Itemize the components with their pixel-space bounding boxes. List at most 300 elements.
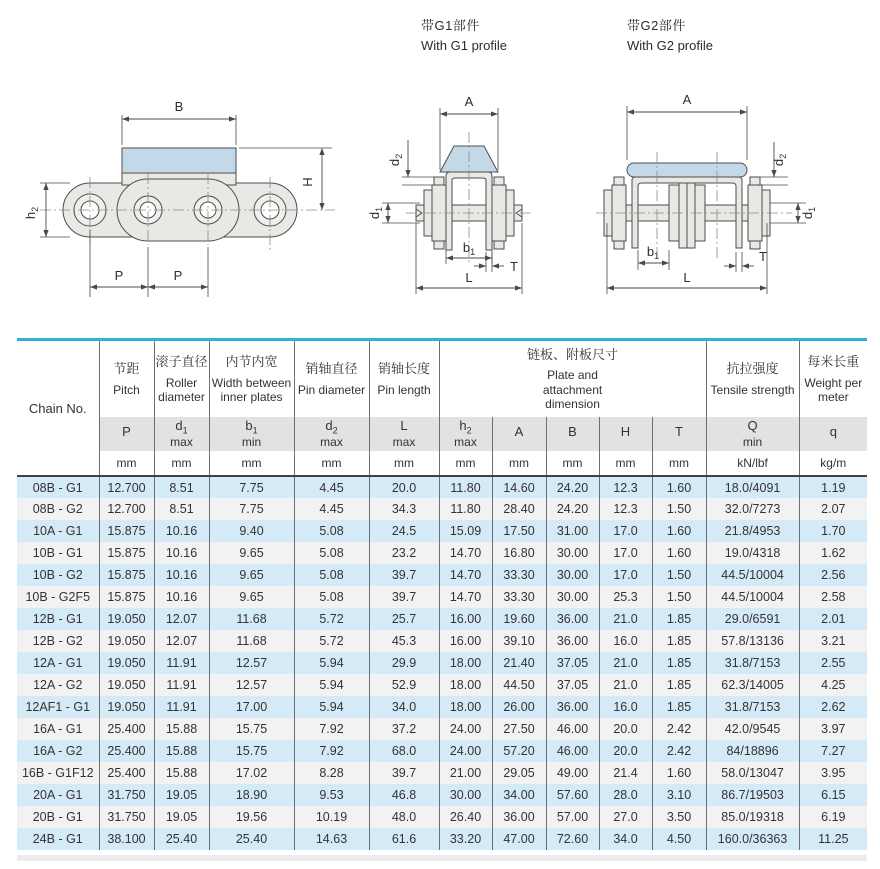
value-cell: 1.50 [652,586,706,608]
value-cell: 31.8/7153 [706,652,799,674]
value-cell: 36.00 [492,806,546,828]
value-cell: 57.8/13136 [706,630,799,652]
value-cell: 7.92 [294,740,369,762]
value-cell: 26.40 [439,806,492,828]
col-header-pin-diameter: 销轴直径 Pin diameter [294,340,369,418]
value-cell: 4.45 [294,476,369,498]
value-cell: 25.400 [99,740,154,762]
value-cell: 3.50 [652,806,706,828]
chain-no-cell: 08B - G1 [17,476,99,498]
symbol-P: P [99,417,154,451]
value-cell: 18.00 [439,674,492,696]
col-header-tensile-strength: 抗拉强度 Tensile strength [706,340,799,418]
value-cell: 12.700 [99,476,154,498]
value-cell: 11.25 [799,828,867,850]
chain-no-cell: 20A - G1 [17,784,99,806]
value-cell: 16.0 [599,630,652,652]
value-cell: 14.70 [439,586,492,608]
value-cell: 44.5/10004 [706,586,799,608]
table-row [17,718,867,740]
unit-cell: mm [209,451,294,476]
chain-no-cell: 12B - G2 [17,630,99,652]
value-cell: 1.19 [799,476,867,498]
value-cell: 30.00 [439,784,492,806]
value-cell: 5.08 [294,586,369,608]
value-cell: 6.15 [799,784,867,806]
value-cell: 9.53 [294,784,369,806]
value-cell: 21.8/4953 [706,520,799,542]
table-row [17,806,867,828]
dim-label-L: L [683,270,691,285]
value-cell: 12.3 [599,476,652,498]
value-cell: 29.9 [369,652,439,674]
value-cell: 9.65 [209,542,294,564]
value-cell: 21.0 [599,674,652,696]
g2-profile-shape [627,163,747,177]
dim-label-d2: $d_2$ [387,153,404,167]
value-cell: 9.65 [209,564,294,586]
chain-side-view-diagram [10,85,360,325]
value-cell: 85.0/19318 [706,806,799,828]
value-cell: 46.00 [546,718,599,740]
g2-profile-diagram [590,80,880,320]
value-cell: 3.95 [799,762,867,784]
unit-cell: mm [599,451,652,476]
value-cell: 21.4 [599,762,652,784]
g1-caption-zh: 带G1部件 [421,18,480,33]
g1-caption [421,16,507,55]
table-row [17,696,867,718]
value-cell: 62.3/14005 [706,674,799,696]
value-cell: 5.94 [294,674,369,696]
table-row [17,564,867,586]
chain-no-cell: 16A - G2 [17,740,99,762]
value-cell: 17.02 [209,762,294,784]
value-cell: 19.05 [154,784,209,806]
table-row [17,542,867,564]
chain-no-cell: 10B - G2F5 [17,586,99,608]
table-row [17,608,867,630]
symbol-d2: $d_2$ max [294,417,369,451]
value-cell: 7.27 [799,740,867,762]
value-cell: 1.62 [799,542,867,564]
value-cell: 19.050 [99,630,154,652]
value-cell: 39.10 [492,630,546,652]
value-cell: 48.0 [369,806,439,828]
dim-label-L: L [465,270,473,285]
value-cell: 11.68 [209,630,294,652]
value-cell: 34.0 [369,696,439,718]
table-row [17,674,867,696]
value-cell: 27.50 [492,718,546,740]
header-unit-row [17,451,867,476]
value-cell: 1.50 [652,564,706,586]
table-row [17,586,867,608]
value-cell: 25.40 [209,828,294,850]
value-cell: 8.28 [294,762,369,784]
dim-label-P-right: P [173,268,183,283]
value-cell: 19.60 [492,608,546,630]
value-cell: 2.56 [799,564,867,586]
table-row [17,740,867,762]
value-cell: 47.00 [492,828,546,850]
value-cell: 10.16 [154,586,209,608]
value-cell: 36.00 [546,608,599,630]
value-cell: 14.70 [439,564,492,586]
value-cell: 25.3 [599,586,652,608]
unit-cell: mm [99,451,154,476]
value-cell: 1.60 [652,542,706,564]
value-cell: 34.3 [369,498,439,520]
value-cell: 16.00 [439,630,492,652]
value-cell: 1.60 [652,476,706,498]
value-cell: 7.75 [209,476,294,498]
value-cell: 15.875 [99,542,154,564]
table-row [17,520,867,542]
value-cell: 11.80 [439,498,492,520]
dim-label-P-left: P [114,268,124,283]
value-cell: 34.0 [599,828,652,850]
value-cell: 30.00 [546,542,599,564]
symbol-A: A [492,417,546,451]
value-cell: 24.5 [369,520,439,542]
value-cell: 18.00 [439,652,492,674]
chain-no-cell: 10A - G1 [17,520,99,542]
value-cell: 39.7 [369,586,439,608]
table-row [17,652,867,674]
value-cell: 57.60 [546,784,599,806]
value-cell: 39.7 [369,564,439,586]
value-cell: 28.40 [492,498,546,520]
table-row [17,784,867,806]
value-cell: 37.05 [546,674,599,696]
value-cell: 19.050 [99,674,154,696]
chain-no-cell: 24B - G1 [17,828,99,850]
value-cell: 12.57 [209,674,294,696]
value-cell: 12.57 [209,652,294,674]
header-symbol-row [17,417,867,451]
value-cell: 15.88 [154,762,209,784]
value-cell: 21.00 [439,762,492,784]
col-header-inner-width: 内节内宽 Width between inner plates [209,340,294,418]
symbol-T: T [652,417,706,451]
value-cell: 10.16 [154,520,209,542]
value-cell: 10.19 [294,806,369,828]
value-cell: 21.40 [492,652,546,674]
value-cell: 72.60 [546,828,599,850]
value-cell: 44.50 [492,674,546,696]
value-cell: 5.94 [294,696,369,718]
chain-no-cell: 10B - G1 [17,542,99,564]
unit-cell: mm [439,451,492,476]
value-cell: 14.70 [439,542,492,564]
value-cell: 20.0 [599,718,652,740]
chain-no-cell: 10B - G2 [17,564,99,586]
value-cell: 57.20 [492,740,546,762]
value-cell: 5.72 [294,608,369,630]
dim-label-h2: $h_2$ [23,206,40,220]
table-row [17,630,867,652]
value-cell: 4.25 [799,674,867,696]
value-cell: 9.65 [209,586,294,608]
symbol-h2: $h_2$ max [439,417,492,451]
table-row [17,762,867,784]
dim-label-H: H [300,177,315,187]
value-cell: 46.8 [369,784,439,806]
value-cell: 25.400 [99,718,154,740]
value-cell: 15.875 [99,586,154,608]
value-cell: 27.0 [599,806,652,828]
value-cell: 19.050 [99,652,154,674]
value-cell: 36.00 [546,630,599,652]
spec-table-body [17,476,867,850]
value-cell: 25.400 [99,762,154,784]
value-cell: 18.90 [209,784,294,806]
value-cell: 23.2 [369,542,439,564]
value-cell: 3.10 [652,784,706,806]
dim-label-A: A [464,94,474,109]
value-cell: 16.0 [599,696,652,718]
symbol-B: B [546,417,599,451]
g1-profile-diagram [367,80,555,320]
value-cell: 10.16 [154,564,209,586]
dim-label-B: B [174,99,184,114]
value-cell: 21.0 [599,608,652,630]
value-cell: 5.08 [294,542,369,564]
value-cell: 68.0 [369,740,439,762]
value-cell: 29.0/6591 [706,608,799,630]
value-cell: 29.05 [492,762,546,784]
value-cell: 15.875 [99,564,154,586]
value-cell: 2.07 [799,498,867,520]
value-cell: 24.20 [546,498,599,520]
value-cell: 3.97 [799,718,867,740]
value-cell: 160.0/36363 [706,828,799,850]
dim-label-d1: $d_1$ [800,206,817,220]
value-cell: 39.7 [369,762,439,784]
value-cell: 5.94 [294,652,369,674]
chain-no-cell: 12A - G2 [17,674,99,696]
value-cell: 25.7 [369,608,439,630]
unit-cell: mm [294,451,369,476]
value-cell: 24.20 [546,476,599,498]
value-cell: 5.08 [294,564,369,586]
value-cell: 17.50 [492,520,546,542]
value-cell: 9.40 [209,520,294,542]
value-cell: 16.80 [492,542,546,564]
value-cell: 11.91 [154,696,209,718]
chain-no-cell: 08B - G2 [17,498,99,520]
value-cell: 1.85 [652,674,706,696]
value-cell: 37.05 [546,652,599,674]
table-row [17,476,867,498]
value-cell: 12.3 [599,498,652,520]
value-cell: 52.9 [369,674,439,696]
value-cell: 17.0 [599,564,652,586]
value-cell: 4.50 [652,828,706,850]
table-row [17,828,867,850]
value-cell: 15.09 [439,520,492,542]
value-cell: 24.00 [439,718,492,740]
value-cell: 8.51 [154,476,209,498]
value-cell: 17.00 [209,696,294,718]
value-cell: 61.6 [369,828,439,850]
attachment-profile-edge [122,148,236,173]
value-cell: 19.56 [209,806,294,828]
unit-cell: kg/m [799,451,867,476]
chain-no-cell: 12A - G1 [17,652,99,674]
value-cell: 1.70 [799,520,867,542]
value-cell: 16.00 [439,608,492,630]
value-cell: 33.30 [492,564,546,586]
unit-cell: kN/lbf [706,451,799,476]
value-cell: 11.91 [154,652,209,674]
value-cell: 34.00 [492,784,546,806]
value-cell: 15.75 [209,718,294,740]
value-cell: 2.42 [652,740,706,762]
dim-label-b1: $b_1$ [462,240,476,257]
value-cell: 28.0 [599,784,652,806]
value-cell: 10.16 [154,542,209,564]
value-cell: 12.07 [154,608,209,630]
value-cell: 31.750 [99,806,154,828]
value-cell: 1.50 [652,498,706,520]
value-cell: 3.21 [799,630,867,652]
value-cell: 33.30 [492,586,546,608]
value-cell: 1.85 [652,608,706,630]
chain-spec-table [17,338,867,850]
unit-cell: mm [369,451,439,476]
g2-caption [627,16,713,55]
value-cell: 1.85 [652,652,706,674]
value-cell: 2.42 [652,718,706,740]
value-cell: 7.75 [209,498,294,520]
symbol-H: H [599,417,652,451]
value-cell: 31.750 [99,784,154,806]
value-cell: 37.2 [369,718,439,740]
side-view-parts [63,148,297,241]
value-cell: 36.00 [546,696,599,718]
value-cell: 2.55 [799,652,867,674]
symbol-Q: Q min [706,417,799,451]
value-cell: 31.00 [546,520,599,542]
value-cell: 7.92 [294,718,369,740]
chain-no-cell: 16A - G1 [17,718,99,740]
unit-cell: mm [546,451,599,476]
unit-cell: mm [154,451,209,476]
value-cell: 1.85 [652,630,706,652]
col-header-pitch: 节距 Pitch [99,340,154,418]
value-cell: 58.0/13047 [706,762,799,784]
value-cell: 2.01 [799,608,867,630]
symbol-q: q [799,417,867,451]
value-cell: 1.60 [652,520,706,542]
value-cell: 4.45 [294,498,369,520]
value-cell: 5.08 [294,520,369,542]
header-group-row [17,340,867,418]
table-bottom-strip [17,855,867,861]
col-header-roller-diameter: 滚子直径 Roller diameter [154,340,209,418]
value-cell: 17.0 [599,520,652,542]
value-cell: 15.75 [209,740,294,762]
value-cell: 12.07 [154,630,209,652]
value-cell: 21.0 [599,652,652,674]
value-cell: 32.0/7273 [706,498,799,520]
value-cell: 42.0/9545 [706,718,799,740]
value-cell: 49.00 [546,762,599,784]
value-cell: 12.700 [99,498,154,520]
value-cell: 2.62 [799,696,867,718]
value-cell: 19.05 [154,806,209,828]
value-cell: 18.00 [439,696,492,718]
value-cell: 15.88 [154,718,209,740]
value-cell: 46.00 [546,740,599,762]
chain-no-cell: 16B - G1F12 [17,762,99,784]
value-cell: 44.5/10004 [706,564,799,586]
value-cell: 15.875 [99,520,154,542]
col-header-pin-length: 销轴长度 Pin length [369,340,439,418]
chain-no-header: Chain No. [17,340,99,477]
g2-caption-zh: 带G2部件 [627,18,686,33]
g2-caption-en: With G2 profile [627,37,713,53]
dim-label-d2: $d_2$ [771,153,788,167]
value-cell: 24.00 [439,740,492,762]
value-cell: 31.8/7153 [706,696,799,718]
value-cell: 11.91 [154,674,209,696]
dim-label-d1: $d_1$ [367,206,384,220]
value-cell: 19.050 [99,696,154,718]
symbol-b1: $b_1$ min [209,417,294,451]
unit-cell: mm [652,451,706,476]
value-cell: 5.72 [294,630,369,652]
value-cell: 26.00 [492,696,546,718]
value-cell: 19.0/4318 [706,542,799,564]
value-cell: 84/18896 [706,740,799,762]
value-cell: 11.80 [439,476,492,498]
value-cell: 1.60 [652,762,706,784]
col-header-plate-attachment: 链板、附板尺寸 Plate and attachment dimension [439,340,706,418]
value-cell: 33.20 [439,828,492,850]
value-cell: 38.100 [99,828,154,850]
value-cell: 30.00 [546,586,599,608]
value-cell: 20.0 [369,476,439,498]
value-cell: 14.60 [492,476,546,498]
dim-label-A: A [682,92,692,107]
value-cell: 14.63 [294,828,369,850]
value-cell: 20.0 [599,740,652,762]
chain-no-cell: 12AF1 - G1 [17,696,99,718]
value-cell: 15.88 [154,740,209,762]
unit-cell: mm [492,451,546,476]
chain-no-cell: 12B - G1 [17,608,99,630]
value-cell: 86.7/19503 [706,784,799,806]
value-cell: 45.3 [369,630,439,652]
value-cell: 19.050 [99,608,154,630]
dim-label-b1: $b_1$ [646,244,660,261]
g2-parts [604,163,770,249]
value-cell: 6.19 [799,806,867,828]
g1-caption-en: With G1 profile [421,37,507,53]
value-cell: 8.51 [154,498,209,520]
value-cell: 1.85 [652,696,706,718]
symbol-d1: $d_1$ max [154,417,209,451]
value-cell: 25.40 [154,828,209,850]
value-cell: 17.0 [599,542,652,564]
value-cell: 30.00 [546,564,599,586]
value-cell: 2.58 [799,586,867,608]
symbol-L: L max [369,417,439,451]
table-row [17,498,867,520]
